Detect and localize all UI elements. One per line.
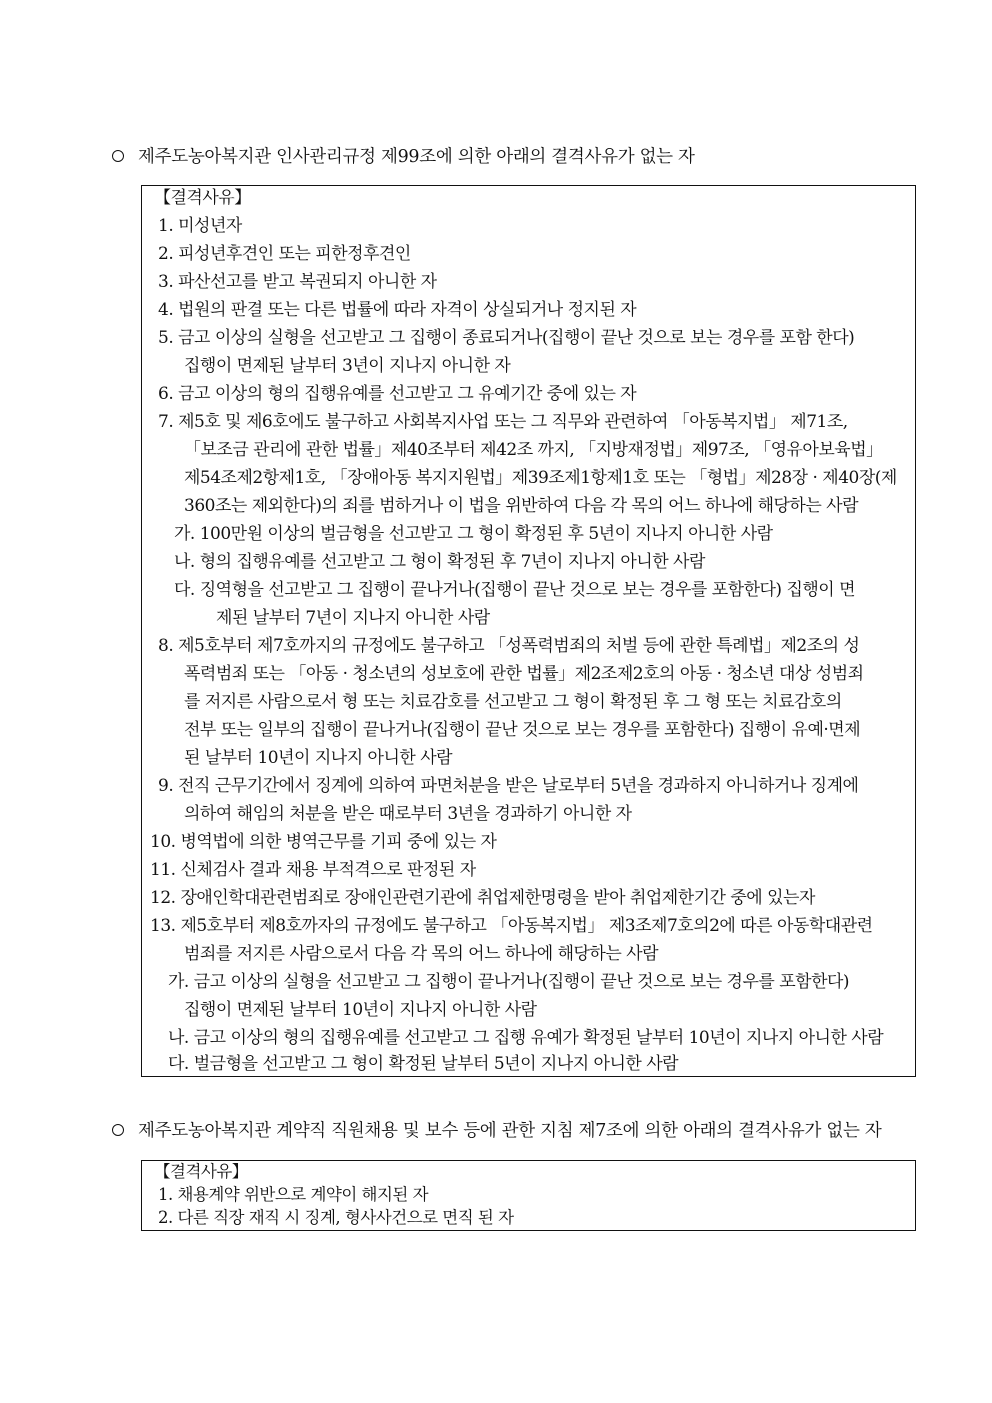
- list-item: 8. 제5호부터 제7호까지의 규정에도 불구하고 「성폭력범죄의 처벌 등에 관한 특례법」제2조의 성: [158, 636, 860, 656]
- list-item: 1. 미성년자: [158, 216, 242, 236]
- section-1-heading: [112, 143, 695, 168]
- list-item: 1. 채용계약 위반으로 계약이 해지된 자: [158, 1185, 429, 1204]
- list-item-continuation: 범죄를 저지른 사람으로서 다음 각 목의 어느 하나에 해당하는 사람: [184, 944, 659, 964]
- list-item: 11. 신체검사 결과 채용 부적격으로 판정된 자: [150, 860, 476, 880]
- list-item: 6. 금고 이상의 형의 집행유예를 선고받고 그 유예기간 중에 있는 자: [158, 384, 637, 404]
- circle-bullet-icon: [112, 150, 124, 162]
- list-item: 3. 파산선고를 받고 복권되지 아니한 자: [158, 272, 437, 292]
- section-2-heading: [112, 1117, 881, 1142]
- disqualification-box-2: [141, 1160, 916, 1231]
- list-item-continuation: 전부 또는 일부의 집행이 끝나거나(집행이 끝난 것으로 보는 경우를 포함한다) 집행이 유예·면제: [184, 720, 861, 740]
- list-item-continuation: 「보조금 관리에 관한 법률」제40조부터 제42조 까지, 「지방재정법」제97조, 「영유아보육법」: [184, 440, 883, 460]
- sub-item: 가. 100만원 이상의 벌금형을 선고받고 그 형이 확정된 후 5년이 지나지 아니한 사람: [174, 524, 773, 544]
- list-item-continuation: 를 저지른 사람으로서 형 또는 치료감호를 선고받고 그 형이 확정된 후 그 형 또는 치료감호의: [184, 692, 842, 712]
- list-item-continuation: 제54조제2항제1호, 「장애아동 복지지원법」제39조제1항제1호 또는 「형법」제28장 · 제40장(제: [184, 468, 897, 488]
- list-item: 9. 전직 근무기간에서 징계에 의하여 파면처분을 받은 날로부터 5년을 경과하지 아니하거나 징계에: [158, 776, 859, 796]
- list-item-continuation: 폭력범죄 또는 「아동 · 청소년의 성보호에 관한 법률」제2조제2호의 아동 · 청소년 대상 성범죄: [184, 664, 864, 684]
- list-item-continuation: 집행이 면제된 날부터 3년이 지나지 아니한 자: [184, 356, 511, 376]
- sub-item: 가. 금고 이상의 실형을 선고받고 그 집행이 끝나거나(집행이 끝난 것으로 보는 경우를 포함한다): [168, 972, 850, 992]
- circle-bullet-icon: [112, 1124, 124, 1136]
- list-item: 4. 법원의 판결 또는 다른 법률에 따라 자격이 상실되거나 정지된 자: [158, 300, 637, 320]
- list-item: 12. 장애인학대관련범죄로 장애인관련기관에 취업제한명령을 받아 취업제한기간 중에 있는자: [150, 888, 815, 908]
- box-2-title: 【결격사유】: [154, 1162, 248, 1181]
- sub-item: 나. 금고 이상의 형의 집행유예를 선고받고 그 집행 유예가 확정된 날부터 10년이 지나지 아니한 사람: [168, 1028, 884, 1048]
- list-item: 13. 제5호부터 제8호까자의 규정에도 불구하고 「아동복지법」 제3조제7호의2에 따른 아동학대관련: [150, 916, 873, 936]
- disqualification-box-1: [141, 185, 916, 1077]
- box-1-title: 【결격사유】: [154, 188, 251, 208]
- list-item: 7. 제5호 및 제6호에도 불구하고 사회복지사업 또는 그 직무와 관련하여 「아동복지법」 제71조,: [158, 412, 848, 432]
- list-item-continuation: 360조는 제외한다)의 죄를 범하거나 이 법을 위반하여 다음 각 목의 어느 하나에 해당하는 사람: [184, 496, 859, 516]
- list-item-continuation: 의하여 해임의 처분을 받은 때로부터 3년을 경과하기 아니한 자: [184, 804, 632, 824]
- section-1-heading-text: 제주도농아복지관 인사관리규정 제99조에 의한 아래의 결격사유가 없는 자: [138, 147, 695, 167]
- list-item: 2. 피성년후견인 또는 피한정후견인: [158, 244, 411, 264]
- sub-item-continuation: 제된 날부터 7년이 지나지 아니한 사람: [216, 608, 490, 628]
- section-2-heading-text: 제주도농아복지관 계약직 직원채용 및 보수 등에 관한 지침 제7조에 의한 아래의 결격사유가 없는 자: [138, 1121, 882, 1141]
- list-item: 5. 금고 이상의 실형을 선고받고 그 집행이 종료되거나(집행이 끝난 것으로 보는 경우를 포함 한다): [158, 328, 855, 348]
- sub-item: 다. 징역형을 선고받고 그 집행이 끝나거나(집행이 끝난 것으로 보는 경우를 포함한다) 집행이 면: [174, 580, 856, 600]
- list-item: 2. 다른 직장 재직 시 징계, 형사사건으로 면직 된 자: [158, 1208, 514, 1227]
- sub-item: 나. 형의 집행유예를 선고받고 그 형이 확정된 후 7년이 지나지 아니한 사람: [174, 552, 705, 572]
- sub-item-continuation: 집행이 면제된 날부터 10년이 지나지 아니한 사람: [184, 1000, 537, 1020]
- list-item-continuation: 된 날부터 10년이 지나지 아니한 사람: [184, 748, 453, 768]
- sub-item: 다. 벌금형을 선고받고 그 형이 확정된 날부터 5년이 지나지 아니한 사람: [168, 1054, 679, 1074]
- list-item: 10. 병역법에 의한 병역근무를 기피 중에 있는 자: [150, 832, 497, 852]
